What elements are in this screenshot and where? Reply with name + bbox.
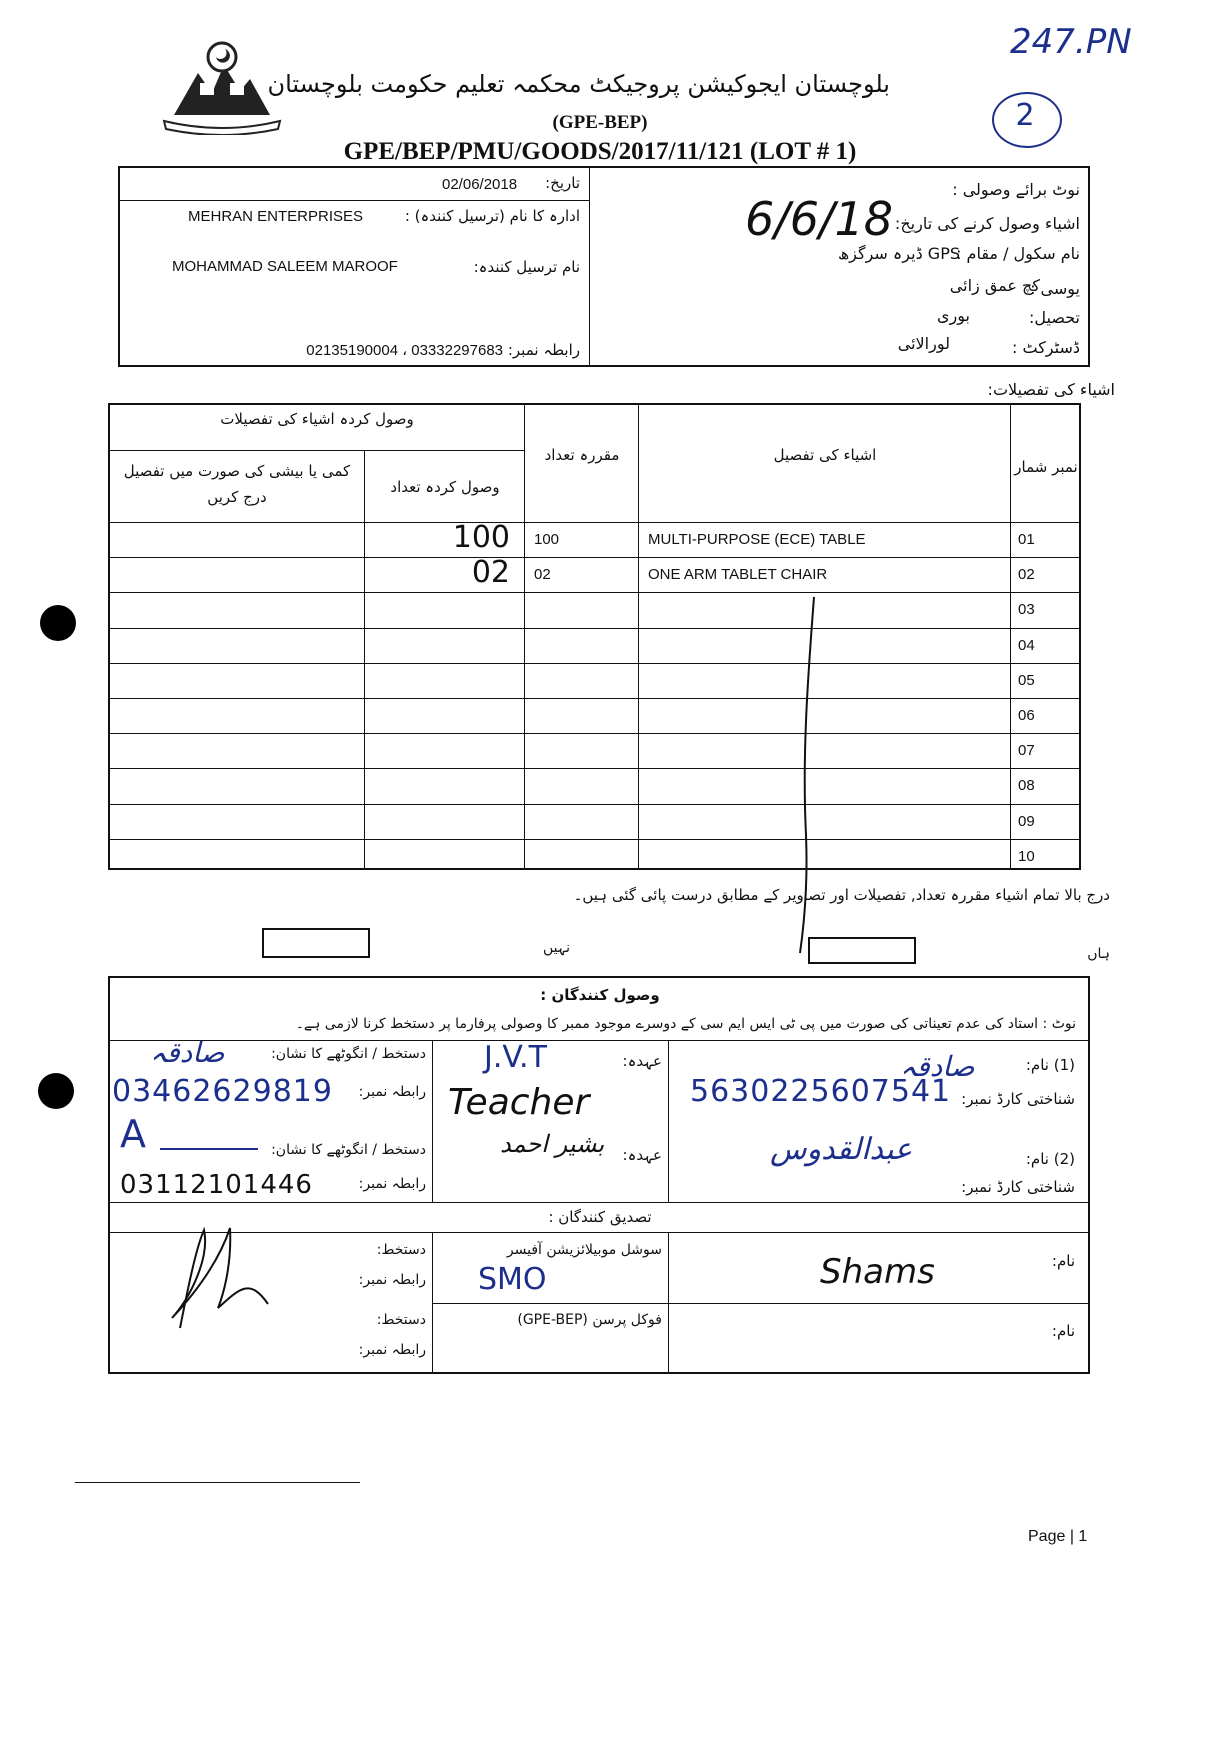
table-row-line [108,663,1081,664]
receiver2-name-value: عبدالقدوس [770,1132,913,1167]
header-received-qty: وصول کردہ تعداد [390,478,500,496]
row-serial: 09 [1018,812,1035,830]
punch-hole-top [40,605,76,641]
table-row-line [108,592,1081,593]
header-description: اشیاء کی تفصیل [773,446,877,464]
row-description: MULTI-PURPOSE (ECE) TABLE [648,531,866,548]
items-col-qty-line [524,403,525,870]
receive-date-value: 6/6/18 [745,192,894,246]
receiver1-sign-value: صادقہ [150,1036,225,1069]
header-title-urdu: بلوچستان ایجوکیشن پروجیکٹ محکمہ تعلیم حکومت بلوچستان [267,70,890,98]
receivers-col-left-line [432,1040,433,1202]
verifier2-role: فوکل پرسن (GPE-BEP) [517,1312,662,1328]
table-row-line [108,768,1081,769]
district-value: لورالائی [897,334,950,353]
verifiers-row-line [432,1303,1090,1304]
receiver1-name-label: (1) نام: [1025,1056,1075,1074]
receivers-col-right-line [668,1040,669,1202]
supplier-contact-value: 03332297683 ، 02135190004 [306,342,503,359]
school-label: نام سکول / مقام : [956,244,1080,263]
school-value: GPS ڈیرہ سرگزھ [837,244,960,263]
receiver1-sign-label: دستخط / انگوٹھے کا نشان: [271,1046,426,1062]
sender-value: MOHAMMAD SALEEM MAROOF [172,258,398,275]
receivers-heading: وصول کنندگان : [540,986,660,1004]
receiver2-contact-label: رابطہ نمبر: [358,1176,426,1192]
row-description: ONE ARM TABLET CHAIR [648,566,828,584]
receiver2-sign-label: دستخط / انگوٹھے کا نشان: [271,1142,426,1158]
items-col-recv-line [364,450,365,870]
note-for-receipt-label: نوٹ برائے وصولی : [952,180,1080,199]
punch-hole-bottom [38,1073,74,1109]
verifier1-signature [160,1218,280,1348]
district-label: ڈسٹرکٹ : [1012,338,1080,357]
receiver1-cnic-value: 5630225607541 [690,1074,952,1109]
table-row-line [108,804,1081,805]
sender-label: نام ترسیل کنندہ: [473,258,580,276]
circled-number: 2 [1015,98,1035,133]
receiver1-cnic-label: شناختی کارڈ نمبر: [961,1090,1075,1108]
verifier1-name-value: Shams [820,1252,935,1292]
header-subtitle: (GPE-BEP) [552,112,648,133]
verifier2-contact-label: رابطہ نمبر: [358,1342,426,1358]
header-quantity: مقررہ تعداد [544,446,620,464]
table-row-line [108,698,1081,699]
row-serial: 01 [1018,531,1035,548]
uc-label: یوسی : [1030,279,1080,298]
row-serial: 03 [1018,601,1035,619]
receive-date-label: اشیاء وصول کرنے کی تاریخ: [894,214,1080,233]
receiver2-designation-value: بشیر احمد [500,1130,605,1158]
row-received: 100 [452,520,510,555]
row-quantity: 100 [534,531,560,548]
items-col-serial-line [1010,403,1011,870]
page-corner-note: 247.PN [1010,22,1132,62]
tehsil-value: بوری [937,306,970,325]
info-box-date-rule [118,200,590,201]
receiver2-designation-label: عہدہ: [622,1146,662,1164]
row-serial: 08 [1018,777,1035,795]
receivers-heading-line [108,1040,1090,1041]
uc-value: کچ عمق زائی [949,276,1040,295]
row-serial: 06 [1018,707,1035,724]
receiver2-name-label: (2) نام: [1025,1150,1075,1168]
row-quantity: 02 [534,566,551,584]
receiver1-contact-label: رابطہ نمبر: [358,1084,426,1100]
header-serial: نمبر شمار [1014,458,1078,476]
row-serial: 07 [1018,742,1035,760]
dispatch-date-value: 02/06/2018 [442,176,518,193]
verifier1-sign-label: دستخط: [376,1242,426,1258]
verifiers-heading: تصدیق کنندگان : [548,1208,652,1226]
header-shortfall: کمی یا بیشی کی صورت میں تفصیل درج کریں [123,462,351,506]
table-row-line [108,557,1081,558]
tehsil-label: تحصیل: [1029,308,1080,327]
table-row-line [108,733,1081,734]
items-section-label: اشیاء کی تفصیلات: [987,380,1115,399]
yes-checkbox[interactable] [808,937,916,964]
header-received-group: وصول کردہ اشیاء کی تفصیلات [220,410,414,428]
verifier1-contact-label: رابطہ نمبر: [358,1272,426,1288]
verifier2-sign-label: دستخط: [376,1312,426,1328]
supplier-label: ادارہ کا نام (ترسیل کنندہ) : [404,207,580,225]
row-serial: 10 [1018,847,1035,865]
receivers-note: نوٹ : استاد کی عدم تعیناتی کی صورت میں پی ٹی ایس ایم سی کے دوسرے موجود ممبر کا وصولی پرفارما پر دستخط کرنا لازمی ہے۔ [295,1016,1076,1032]
receiver2-contact-value: 03112101446 [120,1170,313,1200]
receiver1-designation-label: عہدہ: [622,1052,662,1070]
receivers-bottom-line [108,1202,1090,1203]
page-number: Page | 1 [1028,1528,1088,1545]
verifier1-role: سوشل موبیلائزیشن آفیسر [506,1242,662,1258]
receiver1-designation-value: J.V.T [484,1040,547,1075]
items-header-bottom-line [108,522,1081,523]
items-group-header-line [108,450,524,451]
row-serial: 02 [1018,566,1035,584]
confirmation-text: درج بالا تمام اشیاء مقررہ تعداد, تفصیلات اور تصاویر کے مطابق درست پائی گئی ہیں۔ [573,886,1110,904]
receiver2-sign-stroke [160,1148,258,1150]
no-checkbox[interactable] [262,928,370,958]
receiver1-name-value: صادقہ [900,1050,975,1083]
header-reference: GPE/BEP/PMU/GOODS/2017/11/121 (LOT # 1) [343,138,857,165]
row-received: 02 [471,555,510,591]
verifier1-name-label: نام: [1051,1252,1075,1270]
no-label: نہیں [543,940,570,956]
table-row-line [108,839,1081,840]
receiver2-cnic-label: شناختی کارڈ نمبر: [961,1178,1075,1196]
table-row-line [108,628,1081,629]
info-box-divider [589,166,590,367]
row-serial: 05 [1018,671,1035,689]
verifier2-name-label: نام: [1051,1322,1075,1340]
footnote-rule [75,1482,360,1483]
receiver1-designation-value-2: Teacher [448,1082,590,1123]
items-col-desc-line [638,403,639,870]
dispatch-date-label: تاریخ: [545,174,580,192]
supplier-value: MEHRAN ENTERPRISES [188,208,364,225]
row-serial: 04 [1018,636,1035,654]
receiver2-sign-value: A [120,1112,146,1156]
yes-label: ہاں [1087,946,1110,962]
supplier-contact-label: رابطہ نمبر: [507,341,580,359]
verifier1-role-value: SMO [478,1262,547,1297]
logo-emblem [160,35,284,135]
receiver1-contact-value: 03462629819 [112,1074,333,1109]
